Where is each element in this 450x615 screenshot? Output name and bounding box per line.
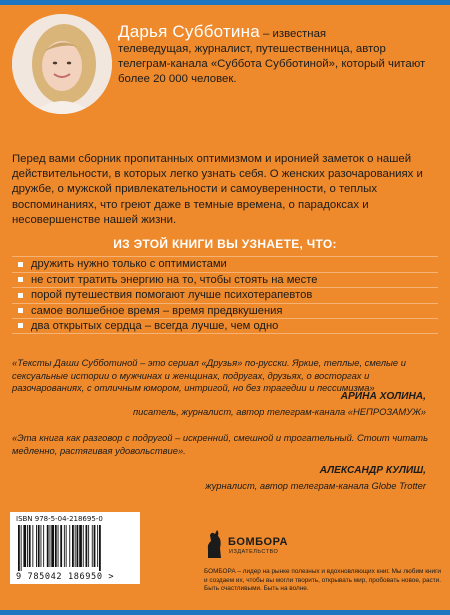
learn-item-text: порой путешествия помогают лучше психотерапевтов	[31, 289, 313, 302]
learn-item	[12, 256, 438, 272]
review-author-role: писатель, журналист, автор телеграм-канала «НЕПРОЗАМУЖ»	[133, 406, 426, 417]
learn-item-text: дружить нужно только с оптимистами	[31, 258, 227, 271]
barcode-bars	[16, 525, 134, 571]
author-bio-text: телеведущая, журналист, путешественница, автор телеграм-канала «Суббота Субботиной», который читают более 20 000 человек.	[118, 43, 426, 85]
author-name: Дарья Субботина	[118, 22, 260, 41]
publisher-logo-icon	[204, 528, 226, 562]
learn-item	[12, 303, 438, 319]
review-author: АЛЕКСАНДР КУЛИШ,	[319, 465, 426, 476]
top-blue-strip	[0, 0, 450, 5]
review-author-role: журналист, автор телеграм-канала Globe Trotter	[205, 480, 426, 491]
bullet-icon	[18, 323, 23, 328]
learn-item-text: самое волшебное время – время предвкушения	[31, 304, 283, 317]
author-bio	[118, 24, 436, 87]
learn-item	[12, 272, 438, 288]
learn-item-text: два открытых сердца – всегда лучше, чем одно	[31, 319, 279, 332]
learn-item	[12, 318, 438, 334]
bullet-icon	[18, 262, 23, 267]
publisher-name: БОМБОРА	[228, 536, 288, 548]
bullet-icon	[18, 308, 23, 313]
learn-heading: ИЗ ЭТОЙ КНИГИ ВЫ УЗНАЕТЕ, ЧТО:	[113, 237, 337, 251]
isbn-text: ISBN 978-5-04-218695-0	[16, 515, 103, 523]
learn-list	[12, 256, 438, 334]
bullet-icon	[18, 293, 23, 298]
learn-item-text: не стоит тратить энергию на то, чтобы стоять на месте	[31, 273, 318, 286]
publisher-subtitle: ИЗДАТЕЛЬСТВО	[229, 549, 279, 555]
review-quote: «Тексты Даши Субботиной – это сериал «Друзья» по-русски. Яркие, теплые, смелые и сексуальные истории о мужчинах и женщинах, подругах, друзьях, о восторгах и разочарованиях, с отличным юмором, интригой, но без трагедии и пессимизма»	[12, 357, 406, 394]
bottom-blue-strip	[0, 610, 450, 615]
review-quote: «Эта книга как разговор с подругой – искренний, смешной и трогательный. Стоит читать медленно, растягивая удовольствие».	[12, 432, 429, 456]
publisher-description: БОМБОРА – лидер на рынке полезных и вдохновляющих книг. Мы любим книги и создаем их, чтобы вы могли творить, открывать мир, пробовать новое, расти. Быть счастливыми. Быть на волне.	[204, 568, 442, 593]
barcode	[10, 512, 140, 584]
barcode-digits: 9 785042 186950 >	[16, 572, 115, 582]
publisher-logo	[204, 528, 324, 568]
author-bio-line1: – известная	[259, 28, 327, 40]
learn-item	[12, 287, 438, 303]
intro-paragraph: Перед вами сборник пропитанных оптимизмом и иронией заметок о нашей действительности, в которых легко узнать себя. О женских разочарованиях и дружбе, о мужской привлекательности и самоуверенности, о теплых воспоминаниях, что греют даже в темные времена, о парадоксах и несовершенстве нашей жизни.	[12, 153, 423, 226]
review-author: АРИНА ХОЛИНА,	[340, 391, 426, 402]
bullet-icon	[18, 277, 23, 282]
author-photo	[12, 14, 112, 114]
